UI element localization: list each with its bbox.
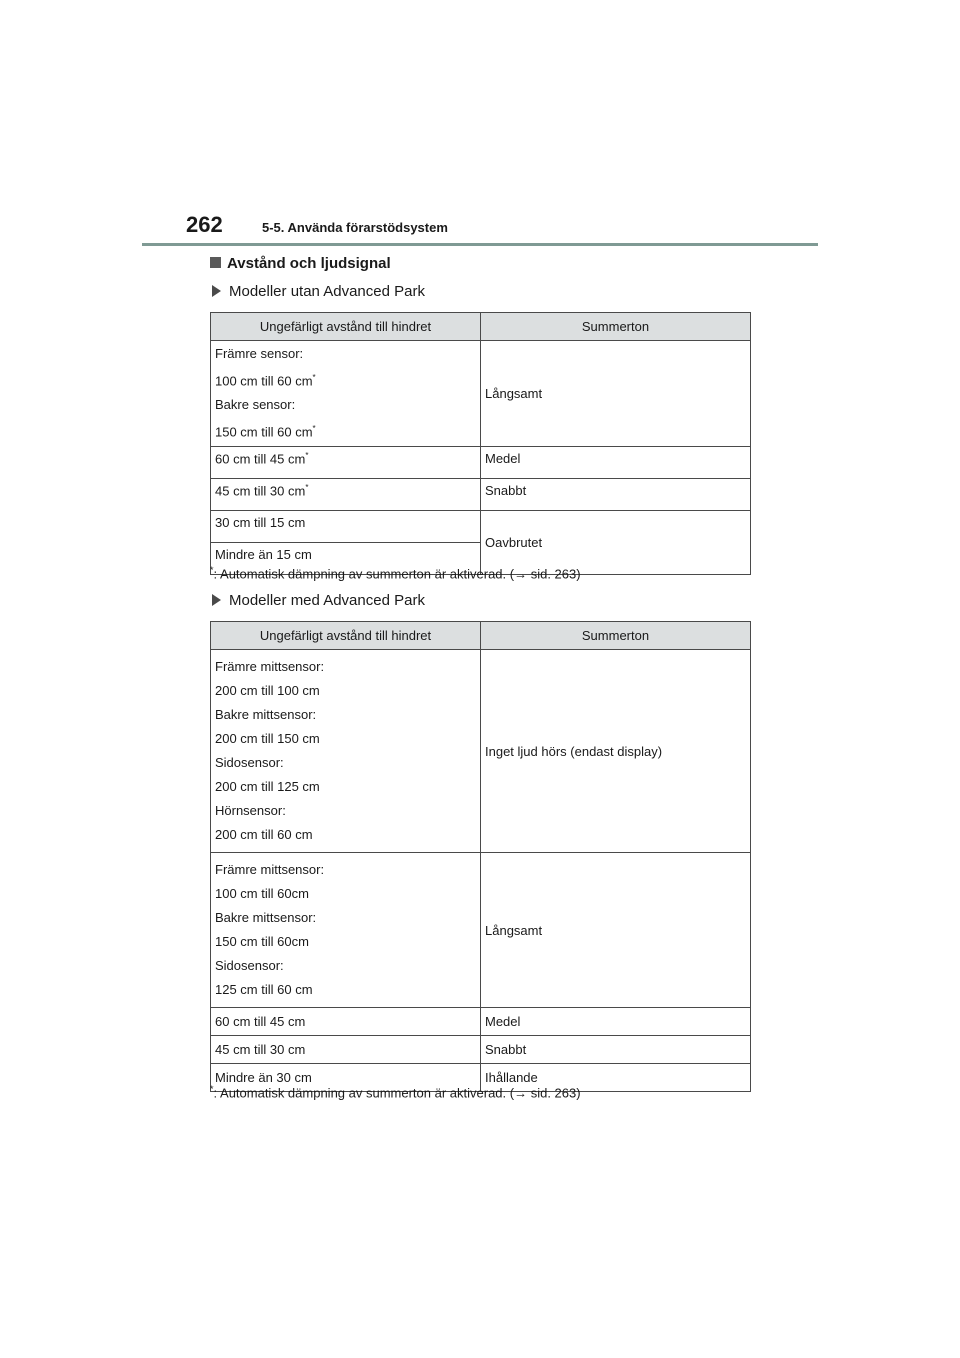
subheading-without-advanced-park bbox=[212, 283, 425, 300]
distance-line: Hörnsensor: bbox=[215, 803, 286, 818]
sound-cell: Inget ljud hörs (endast display) bbox=[481, 650, 751, 853]
table-row bbox=[211, 853, 751, 1008]
distance-line: 200 cm till 60 cm bbox=[215, 827, 313, 842]
subheading-text: Modeller utan Advanced Park bbox=[229, 283, 425, 300]
distance-cell: 45 cm till 30 cm* bbox=[211, 478, 481, 510]
footnote bbox=[210, 565, 581, 581]
distance-cell: 60 cm till 45 cm* bbox=[211, 446, 481, 478]
footnote bbox=[210, 1084, 581, 1100]
table-row bbox=[211, 478, 751, 510]
table-row bbox=[211, 1008, 751, 1036]
sound-cell: Långsamt bbox=[481, 341, 751, 447]
table-row bbox=[211, 341, 751, 447]
distance-line: Sidosensor: bbox=[215, 755, 284, 770]
distance-line: 100 cm till 60cm bbox=[215, 886, 309, 901]
page-number: 262 bbox=[186, 212, 223, 237]
square-bullet-icon bbox=[210, 257, 221, 268]
table-row bbox=[211, 510, 751, 542]
distance-cell bbox=[211, 650, 481, 853]
distance-line: 200 cm till 100 cm bbox=[215, 683, 320, 698]
column-header-distance: Ungefärligt avstånd till hindret bbox=[211, 622, 481, 650]
distance-cell bbox=[211, 853, 481, 1008]
sound-cell: Medel bbox=[481, 446, 751, 478]
distance-cell: 30 cm till 15 cm bbox=[211, 510, 481, 542]
distance-line: 150 cm till 60 cm* bbox=[215, 424, 316, 440]
distance-line: Främre mittsensor: bbox=[215, 659, 325, 674]
sound-cell: Oavbrutet bbox=[481, 510, 751, 574]
distance-line: Främre mittsensor: bbox=[215, 862, 325, 877]
heading bbox=[210, 255, 391, 272]
distance-line: 100 cm till 60 cm* bbox=[215, 373, 316, 389]
column-header-distance: Ungefärligt avstånd till hindret bbox=[211, 313, 481, 341]
column-header-sound: Summerton bbox=[481, 313, 751, 341]
footnote-mark: * bbox=[210, 1084, 214, 1094]
footnote-mark: * bbox=[210, 565, 214, 575]
distance-line: Sidosensor: bbox=[215, 958, 284, 973]
sound-cell: Medel bbox=[481, 1008, 751, 1036]
distance-line: 150 cm till 60cm bbox=[215, 934, 309, 949]
sound-cell: Snabbt bbox=[481, 1036, 751, 1064]
table-header-row bbox=[211, 622, 751, 650]
distance-cell: Mindre än 15 cm bbox=[211, 542, 481, 574]
sound-cell: Långsamt bbox=[481, 853, 751, 1008]
distance-line: 200 cm till 150 cm bbox=[215, 731, 320, 746]
distance-cell bbox=[211, 341, 481, 447]
footnote-text: : Automatisk dämpning av summerton är aktiverad. (→ sid. 263) bbox=[213, 566, 581, 582]
triangle-bullet-icon bbox=[212, 285, 221, 297]
section-title: 5-5. Använda förarstödsystem bbox=[262, 220, 448, 235]
subheading-with-advanced-park bbox=[212, 592, 425, 609]
table-header-row bbox=[211, 313, 751, 341]
distance-cell: Mindre än 30 cm bbox=[211, 1064, 481, 1092]
distance-line: Bakre mittsensor: bbox=[215, 707, 317, 722]
triangle-bullet-icon bbox=[212, 594, 221, 606]
subheading-text: Modeller med Advanced Park bbox=[229, 592, 425, 609]
table-with-advanced-park bbox=[210, 621, 751, 1092]
heading-text: Avstånd och ljudsignal bbox=[227, 255, 391, 272]
table-without-advanced-park bbox=[210, 312, 751, 575]
distance-line: Bakre mittsensor: bbox=[215, 910, 317, 925]
distance-cell: 60 cm till 45 cm bbox=[211, 1008, 481, 1036]
distance-line: 200 cm till 125 cm bbox=[215, 779, 320, 794]
header-rule bbox=[142, 243, 818, 246]
table-row bbox=[211, 1036, 751, 1064]
distance-line: 125 cm till 60 cm bbox=[215, 982, 313, 997]
sound-cell: Snabbt bbox=[481, 478, 751, 510]
distance-line: Främre sensor: bbox=[215, 346, 304, 361]
distance-cell: 45 cm till 30 cm bbox=[211, 1036, 481, 1064]
table-row bbox=[211, 446, 751, 478]
distance-line: Bakre sensor: bbox=[215, 397, 296, 413]
table-row bbox=[211, 650, 751, 853]
sound-cell: Ihållande bbox=[481, 1064, 751, 1092]
footnote-text: : Automatisk dämpning av summerton är aktiverad. (→ sid. 263) bbox=[213, 1085, 581, 1101]
column-header-sound: Summerton bbox=[481, 622, 751, 650]
